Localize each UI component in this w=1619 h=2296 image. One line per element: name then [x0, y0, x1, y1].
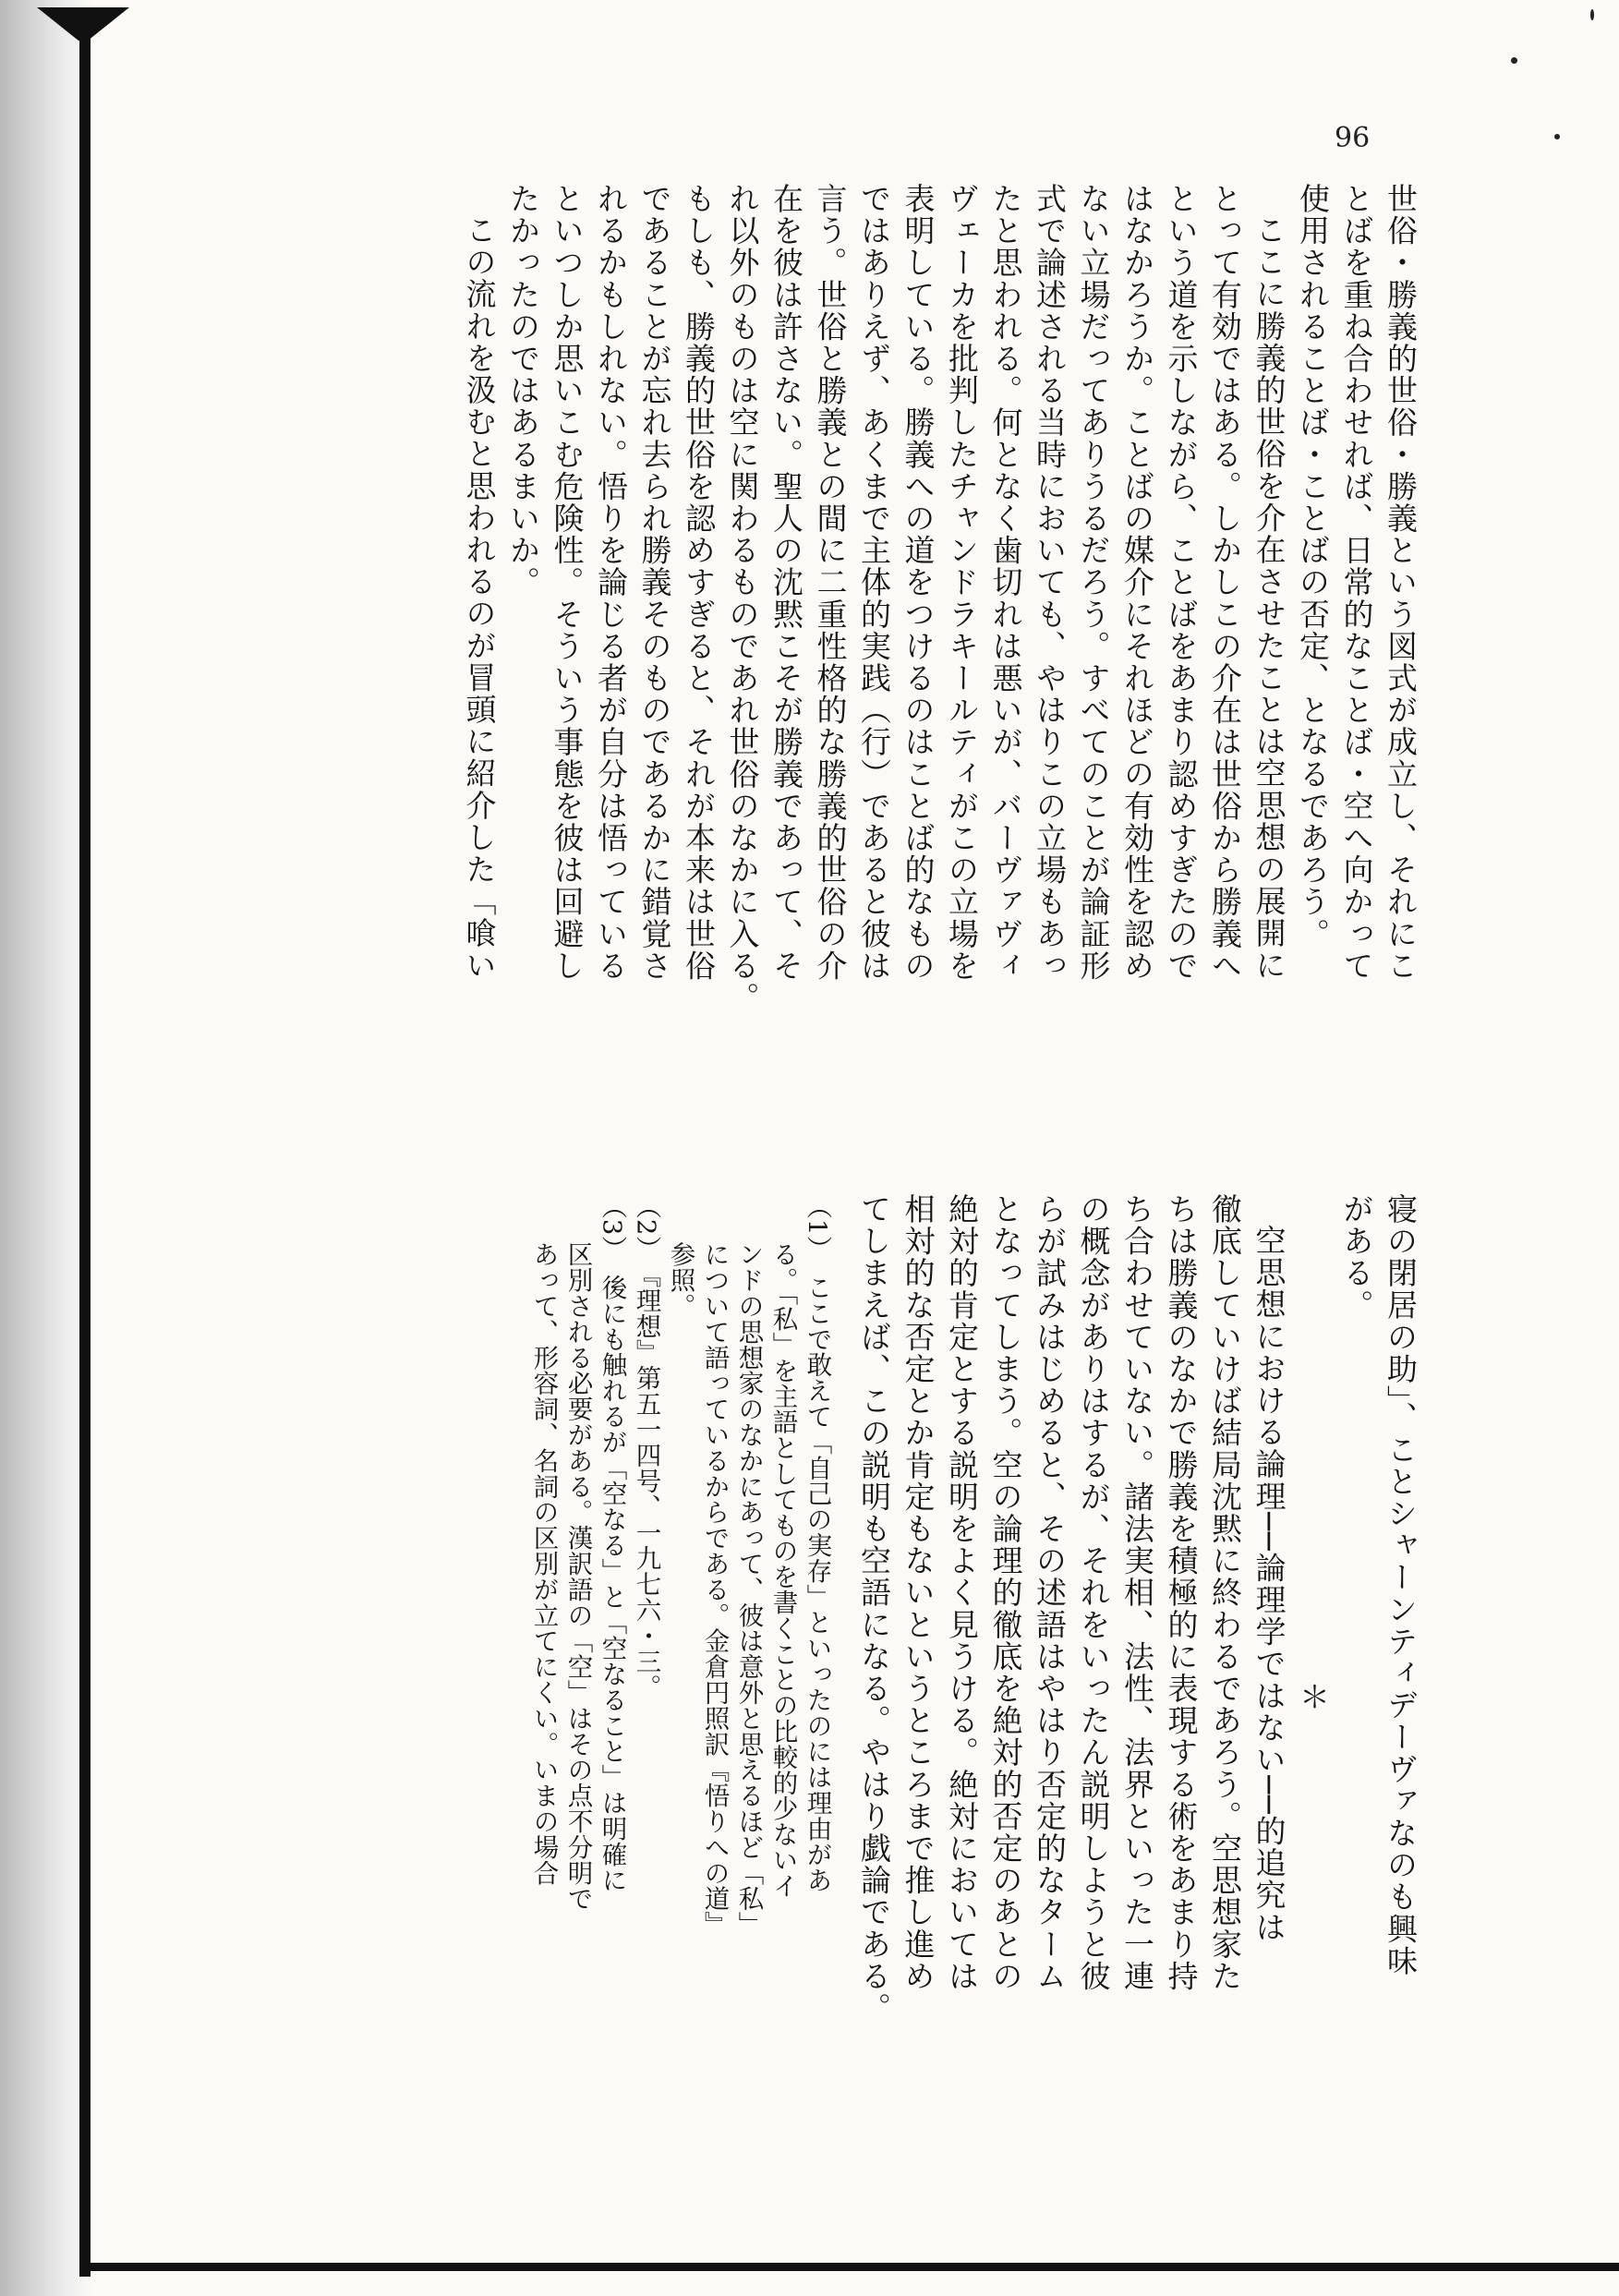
- text-line: らが試みはじめると、その述語はやはり否定的なターム: [1032, 1193, 1068, 1992]
- text-line: ではありえず、あくまで主体的実践（行）であると彼は: [856, 183, 892, 982]
- text-line: とって有効ではある。しかしこの介在は世俗から勝義へ: [1207, 183, 1243, 982]
- text-line: ない立場だってありうるだろう。すべてのことが論証形: [1075, 183, 1112, 982]
- bottom-rule: [79, 2263, 1619, 2271]
- footnote-line: ンドの思想家のなかにあって、彼は意外と思えるほど「私」: [733, 1241, 764, 1938]
- text-line: ここに勝義的世俗を介在させたことは空思想の展開に: [1250, 214, 1287, 982]
- text-line: という道を示しながら、ことばをあまり認めすぎたので: [1163, 183, 1200, 982]
- text-line: がある。: [1338, 1193, 1375, 1322]
- text-line: たと思われる。何となく歯切れは悪いが、バーヴァヴィ: [987, 183, 1024, 982]
- text-line: てしまえば、この説明も空語になる。やはり戯論である。: [856, 1193, 892, 2024]
- text-line: 絶対的肯定とする説明をよく見うける。絶対においては: [944, 1193, 980, 1992]
- scan-speck: [1590, 9, 1594, 20]
- section-asterisk: ＊: [1295, 1680, 1331, 1713]
- text-line: 式で論述される当時においても、やはりこの立場もあっ: [1032, 183, 1068, 982]
- text-line: 相対的な否定とか肯定もないというところまで推し進め: [900, 1193, 936, 1992]
- text-line: 空思想における論理──論理学ではない──的追究は: [1250, 1225, 1287, 1943]
- text-line: ヴェーカを批判したチャンドラキールティがこの立場を: [944, 183, 980, 982]
- text-line: もしも、勝義的世俗を認めすぎると、それが本来は世俗: [681, 183, 717, 982]
- text-line: 在を彼は許さない。聖人の沈黙こそが勝義であって、そ: [768, 183, 804, 982]
- binding-shadow: [0, 0, 92, 2296]
- binding-rule: [79, 9, 91, 2277]
- text-line: 寝の閉居の助」、ことシャーンティデーヴァなのも興味: [1383, 1193, 1419, 1977]
- text-line: 使用されることば・ことばの否定、となるであろう。: [1295, 183, 1331, 950]
- scan-speck: [1511, 57, 1517, 64]
- text-line: はなかろうか。ことばの媒介にそれほどの有効性を認め: [1119, 183, 1155, 982]
- text-line: 世俗・勝義的世俗・勝義という図式が成立し、それにこ: [1383, 183, 1419, 982]
- text-line: といつしか思いこむ危険性。そういう事態を彼は回避し: [549, 183, 586, 982]
- text-line: 言う。世俗と勝義との間に二重性格的な勝義的世俗の介: [812, 183, 849, 982]
- scan-speck: [1554, 134, 1560, 139]
- footnote-line: （3） 後にも触れるが「空なる」と「空なること」は明確に: [597, 1193, 627, 1893]
- footnotes: [526, 1193, 852, 2117]
- footnote-line: 区別される必要がある。漢訳語の「空」はその点不分明で: [562, 1241, 593, 1912]
- text-line: 徹底していけば結局沈黙に終わるであろう。空思想家た: [1207, 1193, 1243, 1992]
- page-number: 96: [1335, 122, 1371, 154]
- footnote-line: （1） ここで敢えて「自己の実存」といったのには理由があ: [802, 1193, 832, 1893]
- footnote-line: について語っているからである。金倉円照訳『悟りへの道』: [699, 1241, 730, 1938]
- upper-text-block: [203, 183, 1422, 1116]
- text-line: たかったのではあるまいか。: [505, 183, 541, 598]
- text-line: とばを重ね合わせれば、日常的なことば・空へ向かって: [1338, 183, 1375, 982]
- lower-text-block: [499, 1193, 1422, 2117]
- footnote-line: 参照。: [665, 1241, 695, 1319]
- text-line: 表明している。勝義への道をつけるのはことば的なもの: [900, 183, 936, 982]
- text-line: れるかもしれない。悟りを論じる者が自分は悟っている: [593, 183, 629, 982]
- text-line: この流れを汲むと思われるのが冒頭に紹介した「喰い: [461, 214, 498, 982]
- footnote-line: あって、形容詞、名詞の区別が立てにくい。いまの場合: [528, 1241, 559, 1886]
- text-line: ち合わせていない。諸法実相、法性、法界といった一連: [1119, 1193, 1155, 1992]
- footnote-line: （2） 『理想』第五一四号、一九七六・三。: [631, 1193, 661, 1700]
- text-line: ちは勝義のなかで勝義を積極的に表現する術をあまり持: [1163, 1193, 1200, 1992]
- text-line: の概念がありはするが、それをいったん説明しようと彼: [1075, 1193, 1112, 1992]
- text-line: れ以外のものは空に関わるものであれ世俗のなかに入る。: [724, 183, 761, 1014]
- footnote-line: る。「私」を主語としてものを書くことの比較的少ないイ: [767, 1241, 798, 1899]
- text-line: であることが忘れ去られ勝義そのものであるかに錯覚さ: [636, 183, 673, 982]
- text-line: となってしまう。空の論理的徹底を絶対的否定のあとの: [987, 1193, 1024, 1992]
